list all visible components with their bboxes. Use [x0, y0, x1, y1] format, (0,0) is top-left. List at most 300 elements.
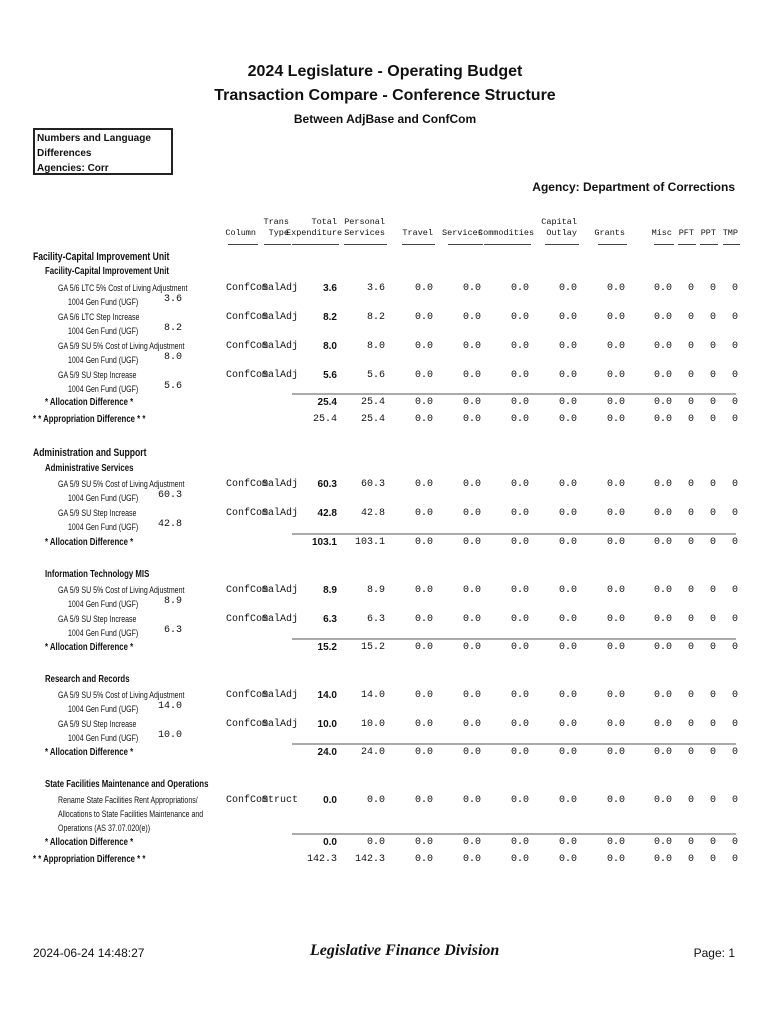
fund-source-label: 1004 Gen Fund (UGF) — [68, 599, 139, 609]
fund-source-amount: 5.6 — [163, 381, 182, 392]
agency-label: Agency: Department of Corrections — [532, 180, 735, 194]
filter-line: Agencies: Corr — [37, 163, 109, 174]
amount-cell: 6.3 — [366, 614, 385, 625]
total-cell: 103.1 — [311, 537, 337, 548]
fund-source-label: 1004 Gen Fund (UGF) — [68, 704, 139, 714]
total-cell: 0.0 — [510, 537, 529, 548]
column-header-underline — [264, 244, 291, 245]
amount-cell: 3.6 — [366, 283, 385, 294]
column-header-underline — [723, 244, 740, 245]
subtotal-rule — [292, 638, 736, 640]
amount-cell: 0.0 — [510, 479, 529, 490]
total-cell: 0.0 — [606, 854, 625, 865]
amount-cell: 0 — [709, 370, 716, 381]
column-header-misc: Misc — [651, 228, 672, 238]
total-cell: 0 — [687, 642, 694, 653]
fund-source-label: 1004 Gen Fund (UGF) — [68, 326, 139, 336]
subsection-heading: Research and Records — [45, 674, 130, 685]
column-header-services: Services — [442, 228, 483, 238]
amount-cell: 0 — [687, 585, 694, 596]
amount-cell: 0.0 — [462, 283, 481, 294]
column-header-underline — [292, 244, 339, 245]
total-cell: 0.0 — [653, 414, 672, 425]
amount-cell: 42.8 — [360, 508, 385, 519]
amount-cell: 0.0 — [414, 370, 433, 381]
amount-cell: 8.9 — [323, 585, 337, 596]
trans-type-value: SalAdj — [262, 614, 299, 625]
amount-cell: 0 — [709, 508, 716, 519]
column-value: ConfCom — [226, 719, 269, 730]
column-header-grants: Grants — [594, 228, 625, 238]
fund-source-amount: 8.0 — [163, 352, 182, 363]
amount-cell: 0 — [687, 614, 694, 625]
amount-cell: 0.0 — [558, 508, 577, 519]
total-cell: 0 — [731, 537, 738, 548]
amount-cell: 0 — [687, 370, 694, 381]
amount-cell: 0.0 — [510, 690, 529, 701]
amount-cell: 0 — [687, 479, 694, 490]
amount-cell: 0 — [731, 370, 738, 381]
total-cell: 0.0 — [462, 854, 481, 865]
report-subtitle: Transaction Compare - Conference Structure — [214, 87, 556, 104]
amount-cell: 0.0 — [606, 585, 625, 596]
column-header-column: Column — [225, 228, 256, 238]
line-item-description: GA 5/9 SU 5% Cost of Living Adjustment — [58, 585, 185, 595]
filter-line: Differences — [37, 148, 92, 159]
amount-cell: 0.0 — [510, 312, 529, 323]
trans-type-value: SalAdj — [262, 719, 299, 730]
difference-total-label: * Allocation Difference * — [45, 397, 134, 408]
total-cell: 0 — [687, 837, 694, 848]
total-cell: 0.0 — [366, 837, 385, 848]
total-cell: 142.3 — [306, 854, 337, 865]
column-value: ConfCom — [226, 508, 269, 519]
total-cell: 0.0 — [606, 414, 625, 425]
amount-cell: 0.0 — [653, 341, 672, 352]
line-item-description: Rename State Facilities Rent Appropriations/ — [58, 795, 198, 805]
amount-cell: 0 — [731, 312, 738, 323]
column-header-underline — [448, 244, 483, 245]
total-cell: 0.0 — [653, 854, 672, 865]
amount-cell: 0.0 — [510, 341, 529, 352]
total-cell: 0.0 — [653, 642, 672, 653]
amount-cell: 8.0 — [323, 341, 337, 352]
column-value: ConfCom — [226, 479, 269, 490]
total-cell: 0.0 — [462, 642, 481, 653]
total-cell: 0.0 — [510, 854, 529, 865]
difference-total-label: * Allocation Difference * — [45, 537, 134, 548]
amount-cell: 0 — [687, 341, 694, 352]
difference-total-label: * Allocation Difference * — [45, 747, 134, 758]
amount-cell: 0 — [731, 719, 738, 730]
fund-source-amount: 8.2 — [163, 323, 182, 334]
amount-cell: 0 — [687, 690, 694, 701]
total-cell: 0.0 — [606, 642, 625, 653]
amount-cell: 8.9 — [366, 585, 385, 596]
fund-source-label: 1004 Gen Fund (UGF) — [68, 384, 139, 394]
amount-cell: 0.0 — [558, 795, 577, 806]
total-cell: 25.4 — [360, 414, 385, 425]
fund-source-amount: 14.0 — [158, 701, 183, 712]
report-title: 2024 Legislature - Operating Budget — [247, 63, 523, 80]
column-value: ConfCom — [226, 312, 269, 323]
subsection-heading: Administrative Services — [45, 463, 134, 474]
column-header-total: Total Expenditure — [286, 217, 343, 238]
amount-cell: 0.0 — [510, 585, 529, 596]
line-item-description: Allocations to State Facilities Maintenance and — [58, 809, 204, 819]
total-cell: 0 — [709, 642, 716, 653]
amount-cell: 0.0 — [606, 479, 625, 490]
amount-cell: 0.0 — [558, 719, 577, 730]
column-header-travel: Travel — [402, 228, 433, 238]
total-cell: 15.2 — [360, 642, 385, 653]
footer-page-number: Page: 1 — [693, 946, 735, 960]
column-header-capital: Capital Outlay — [541, 217, 577, 238]
amount-cell: 42.8 — [317, 508, 337, 519]
trans-type-value: SalAdj — [262, 508, 299, 519]
total-cell: 0.0 — [558, 537, 577, 548]
total-cell: 0.0 — [414, 642, 433, 653]
column-value: ConfCom — [226, 585, 269, 596]
amount-cell: 0.0 — [462, 479, 481, 490]
line-item-description: GA 5/9 SU Step Increase — [58, 508, 137, 518]
trans-type-value: SalAdj — [262, 585, 299, 596]
column-header-underline — [598, 244, 627, 245]
amount-cell: 0 — [709, 614, 716, 625]
total-cell: 0.0 — [462, 414, 481, 425]
line-item-description: GA 5/9 SU 5% Cost of Living Adjustment — [58, 341, 185, 351]
total-cell: 0.0 — [653, 537, 672, 548]
amount-cell: 0.0 — [323, 795, 337, 806]
fund-source-label: 1004 Gen Fund (UGF) — [68, 493, 139, 503]
line-item-description: GA 5/9 SU 5% Cost of Living Adjustment — [58, 690, 185, 700]
difference-total-label: * Allocation Difference * — [45, 642, 134, 653]
total-cell: 0 — [731, 414, 738, 425]
amount-cell: 0.0 — [653, 614, 672, 625]
amount-cell: 0.0 — [414, 795, 433, 806]
fund-source-amount: 6.3 — [163, 625, 182, 636]
total-cell: 24.0 — [360, 747, 385, 758]
total-cell: 0.0 — [606, 837, 625, 848]
total-cell: 0 — [731, 642, 738, 653]
trans-type-value: SalAdj — [262, 690, 299, 701]
amount-cell: 0.0 — [558, 479, 577, 490]
amount-cell: 0 — [687, 795, 694, 806]
amount-cell: 0 — [731, 614, 738, 625]
fund-source-amount: 42.8 — [158, 519, 183, 530]
column-header-underline — [545, 244, 579, 245]
total-cell: 0 — [731, 747, 738, 758]
column-header-underline — [402, 244, 435, 245]
amount-cell: 0.0 — [558, 614, 577, 625]
total-cell: 0 — [687, 854, 694, 865]
total-cell: 0 — [709, 414, 716, 425]
total-cell: 15.2 — [317, 642, 337, 653]
total-cell: 0.0 — [510, 642, 529, 653]
column-value: ConfCom — [226, 795, 269, 806]
amount-cell: 0.0 — [558, 585, 577, 596]
amount-cell: 0 — [687, 719, 694, 730]
amount-cell: 0.0 — [510, 719, 529, 730]
total-cell: 0.0 — [558, 837, 577, 848]
amount-cell: 14.0 — [317, 690, 337, 701]
fund-source-amount: 8.9 — [163, 596, 182, 607]
amount-cell: 0.0 — [414, 341, 433, 352]
line-item-description: GA 5/9 SU 5% Cost of Living Adjustment — [58, 479, 185, 489]
amount-cell: 0.0 — [366, 795, 385, 806]
amount-cell: 0 — [709, 795, 716, 806]
amount-cell: 14.0 — [360, 690, 385, 701]
amount-cell: 0.0 — [462, 585, 481, 596]
subsection-heading: State Facilities Maintenance and Operations — [45, 779, 209, 790]
fund-source-label: 1004 Gen Fund (UGF) — [68, 522, 139, 532]
total-cell: 142.3 — [354, 854, 385, 865]
subsection-heading: Facility-Capital Improvement Unit — [45, 266, 169, 277]
total-cell: 25.4 — [312, 414, 337, 425]
line-item-description: GA 5/9 SU Step Increase — [58, 719, 137, 729]
total-cell: 0.0 — [462, 837, 481, 848]
amount-cell: 0.0 — [606, 614, 625, 625]
amount-cell: 0 — [731, 508, 738, 519]
total-cell: 0.0 — [510, 837, 529, 848]
total-cell: 0.0 — [510, 397, 529, 408]
amount-cell: 0.0 — [653, 479, 672, 490]
line-item-description: GA 5/6 LTC Step Increase — [58, 312, 140, 322]
amount-cell: 0.0 — [558, 341, 577, 352]
amount-cell: 0.0 — [414, 312, 433, 323]
total-cell: 0.0 — [323, 837, 337, 848]
column-header-pft: PFT — [678, 228, 694, 238]
amount-cell: 0 — [709, 283, 716, 294]
total-cell: 25.4 — [360, 397, 385, 408]
fund-source-label: 1004 Gen Fund (UGF) — [68, 355, 139, 365]
amount-cell: 0 — [687, 283, 694, 294]
footer-datetime: 2024-06-24 14:48:27 — [33, 946, 145, 960]
amount-cell: 5.6 — [323, 370, 337, 381]
amount-cell: 0 — [709, 585, 716, 596]
amount-cell: 3.6 — [323, 283, 337, 294]
amount-cell: 0 — [709, 479, 716, 490]
amount-cell: 0.0 — [558, 283, 577, 294]
amount-cell: 60.3 — [360, 479, 385, 490]
total-cell: 0.0 — [558, 397, 577, 408]
amount-cell: 0.0 — [414, 283, 433, 294]
total-cell: 25.4 — [317, 397, 337, 408]
amount-cell: 0.0 — [510, 508, 529, 519]
amount-cell: 0 — [709, 719, 716, 730]
column-header-commodities: Commodities — [478, 228, 535, 238]
trans-type-value: SalAdj — [262, 312, 299, 323]
amount-cell: 0 — [687, 508, 694, 519]
amount-cell: 8.0 — [366, 341, 385, 352]
column-header-underline — [484, 244, 531, 245]
total-cell: 0 — [731, 854, 738, 865]
amount-cell: 0.0 — [462, 508, 481, 519]
amount-cell: 0 — [731, 585, 738, 596]
total-cell: 0.0 — [606, 537, 625, 548]
amount-cell: 0 — [731, 479, 738, 490]
column-value: ConfCom — [226, 614, 269, 625]
total-cell: 0 — [687, 397, 694, 408]
total-cell: 0 — [709, 837, 716, 848]
total-cell: 0 — [731, 837, 738, 848]
column-header-underline — [228, 244, 258, 245]
amount-cell: 0 — [687, 312, 694, 323]
total-cell: 0.0 — [653, 397, 672, 408]
amount-cell: 0.0 — [606, 312, 625, 323]
subtotal-rule — [292, 833, 736, 835]
amount-cell: 5.6 — [366, 370, 385, 381]
fund-source-label: 1004 Gen Fund (UGF) — [68, 297, 139, 307]
amount-cell: 0.0 — [462, 312, 481, 323]
fund-source-label: 1004 Gen Fund (UGF) — [68, 628, 139, 638]
column-header-underline — [344, 244, 387, 245]
total-cell: 0.0 — [606, 397, 625, 408]
total-cell: 0 — [687, 747, 694, 758]
total-cell: 0.0 — [414, 747, 433, 758]
amount-cell: 0.0 — [653, 283, 672, 294]
amount-cell: 0.0 — [653, 312, 672, 323]
amount-cell: 0 — [731, 690, 738, 701]
trans-type-value: SalAdj — [262, 341, 299, 352]
column-header-trans-type: Trans Type — [263, 217, 289, 238]
column-header-underline — [700, 244, 718, 245]
amount-cell: 0.0 — [462, 719, 481, 730]
line-item-description: GA 5/6 LTC 5% Cost of Living Adjustment — [58, 283, 188, 293]
amount-cell: 0.0 — [606, 341, 625, 352]
total-cell: 0.0 — [510, 747, 529, 758]
amount-cell: 0.0 — [414, 614, 433, 625]
amount-cell: 0 — [709, 690, 716, 701]
total-cell: 0.0 — [414, 837, 433, 848]
column-header-underline — [678, 244, 696, 245]
amount-cell: 0 — [731, 283, 738, 294]
amount-cell: 0.0 — [558, 370, 577, 381]
total-cell: 0 — [687, 414, 694, 425]
amount-cell: 0.0 — [653, 719, 672, 730]
amount-cell: 0.0 — [510, 795, 529, 806]
total-cell: 0.0 — [414, 397, 433, 408]
fund-source-amount: 10.0 — [158, 730, 183, 741]
amount-cell: 0 — [709, 341, 716, 352]
amount-cell: 0.0 — [414, 508, 433, 519]
total-cell: 0 — [709, 397, 716, 408]
total-cell: 24.0 — [317, 747, 337, 758]
section-heading: Facility-Capital Improvement Unit — [33, 251, 170, 263]
amount-cell: 0.0 — [462, 370, 481, 381]
amount-cell: 0.0 — [606, 508, 625, 519]
amount-cell: 0.0 — [653, 795, 672, 806]
difference-total-label: * Allocation Difference * — [45, 837, 134, 848]
amount-cell: 60.3 — [317, 479, 337, 490]
column-header-ppt: PPT — [700, 228, 716, 238]
amount-cell: 0.0 — [414, 585, 433, 596]
line-item-description: GA 5/9 SU Step Increase — [58, 370, 137, 380]
difference-total-label: * * Appropriation Difference * * — [33, 414, 146, 425]
total-cell: 0.0 — [462, 747, 481, 758]
total-cell: 0.0 — [510, 414, 529, 425]
line-item-description: GA 5/9 SU Step Increase — [58, 614, 137, 624]
total-cell: 0.0 — [558, 854, 577, 865]
total-cell: 0 — [687, 537, 694, 548]
total-cell: 0 — [731, 397, 738, 408]
total-cell: 103.1 — [354, 537, 385, 548]
subsection-heading: Information Technology MIS — [45, 569, 150, 580]
amount-cell: 0.0 — [462, 341, 481, 352]
amount-cell: 0 — [709, 312, 716, 323]
amount-cell: 0.0 — [414, 719, 433, 730]
amount-cell: 0.0 — [414, 690, 433, 701]
total-cell: 0.0 — [414, 414, 433, 425]
filter-line: Numbers and Language — [37, 133, 151, 144]
column-header-tmp: TMP — [722, 228, 738, 238]
amount-cell: 6.3 — [323, 614, 337, 625]
subtotal-rule — [292, 533, 736, 535]
amount-cell: 0.0 — [606, 370, 625, 381]
difference-total-label: * * Appropriation Difference * * — [33, 854, 146, 865]
amount-cell: 0.0 — [510, 370, 529, 381]
subtotal-rule — [292, 393, 736, 395]
trans-type-value: SalAdj — [262, 479, 299, 490]
amount-cell: 0.0 — [510, 283, 529, 294]
amount-cell: 0.0 — [462, 795, 481, 806]
total-cell: 0.0 — [462, 537, 481, 548]
amount-cell: 0.0 — [414, 479, 433, 490]
amount-cell: 8.2 — [323, 312, 337, 323]
amount-cell: 0.0 — [558, 690, 577, 701]
fund-source-label: 1004 Gen Fund (UGF) — [68, 733, 139, 743]
total-cell: 0.0 — [558, 747, 577, 758]
fund-source-amount: 60.3 — [158, 490, 183, 501]
amount-cell: 0 — [731, 341, 738, 352]
report-compare-label: Between AdjBase and ConfCom — [293, 112, 477, 126]
amount-cell: 0.0 — [606, 690, 625, 701]
total-cell: 0 — [709, 854, 716, 865]
filter-criteria-box — [33, 128, 173, 175]
total-cell: 0.0 — [462, 397, 481, 408]
amount-cell: 0.0 — [606, 795, 625, 806]
trans-type-value: SalAdj — [262, 283, 299, 294]
amount-cell: 0.0 — [462, 614, 481, 625]
total-cell: 0.0 — [414, 537, 433, 548]
amount-cell: 0.0 — [606, 719, 625, 730]
section-heading: Administration and Support — [33, 447, 147, 459]
column-value: ConfCom — [226, 690, 269, 701]
column-value: ConfCom — [226, 283, 269, 294]
total-cell: 0.0 — [653, 747, 672, 758]
amount-cell: 0.0 — [653, 690, 672, 701]
total-cell: 0.0 — [558, 642, 577, 653]
column-value: ConfCom — [226, 341, 269, 352]
amount-cell: 10.0 — [317, 719, 337, 730]
column-header-underline — [654, 244, 674, 245]
total-cell: 0.0 — [558, 414, 577, 425]
total-cell: 0.0 — [606, 747, 625, 758]
amount-cell: 8.2 — [366, 312, 385, 323]
amount-cell: 0.0 — [653, 508, 672, 519]
amount-cell: 0 — [731, 795, 738, 806]
amount-cell: 0.0 — [558, 312, 577, 323]
total-cell: 0.0 — [653, 837, 672, 848]
total-cell: 0.0 — [414, 854, 433, 865]
amount-cell: 0.0 — [462, 690, 481, 701]
amount-cell: 0.0 — [510, 614, 529, 625]
trans-type-value: SalAdj — [262, 370, 299, 381]
amount-cell: 0.0 — [653, 585, 672, 596]
subtotal-rule — [292, 743, 736, 745]
column-value: ConfCom — [226, 370, 269, 381]
footer-division-logo: Legislative Finance Division — [310, 942, 500, 959]
